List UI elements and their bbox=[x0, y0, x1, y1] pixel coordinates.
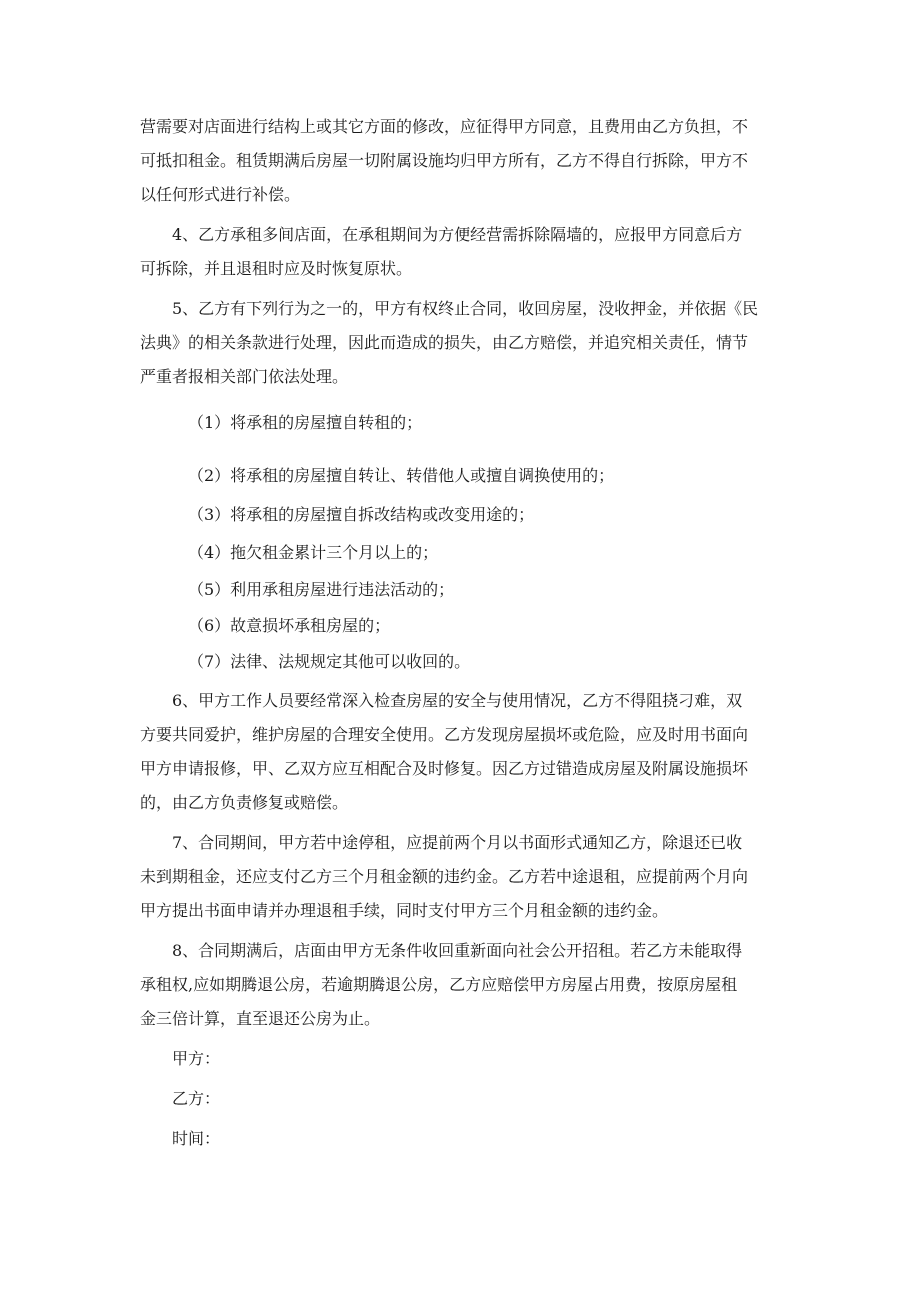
party-a-label: 甲方： bbox=[172, 1049, 221, 1068]
clause-8-line-2: 承租权,应如期腾退公房，若逾期腾退公房，乙方应赔偿甲方房屋占用费，按原房屋租 bbox=[140, 975, 738, 994]
clause-4-line-2: 可拆除，并且退租时应及时恢复原状。 bbox=[140, 259, 413, 278]
clause-4-line-1: 4、乙方承租多间店面，在承租期间为方便经营需拆除隔墙的，应报甲方同意后方 bbox=[172, 225, 743, 244]
clause-6-line-4: 的，由乙方负责修复或赔偿。 bbox=[140, 793, 349, 812]
clause-6-line-1: 6、甲方工作人员要经常深入检查房屋的安全与使用情况，乙方不得阻挠刁难，双 bbox=[172, 691, 743, 710]
clause-7-line-3: 甲方提出书面申请并办理退租手续，同时支付甲方三个月租金额的违约金。 bbox=[140, 901, 669, 920]
clause-5-item-3: （3）将承租的房屋擅自拆改结构或改变用途的； bbox=[188, 505, 535, 524]
clause-7-line-2: 未到期租金，还应支付乙方三个月租金额的违约金。乙方若中途退租，应提前两个月向 bbox=[140, 867, 749, 886]
clause-8-line-1: 8、合同期满后，店面由甲方无条件收回重新面向社会公开招租。若乙方未能取得 bbox=[172, 941, 743, 960]
clause-6-line-3: 甲方申请报修，甲、乙双方应互相配合及时修复。因乙方过错造成房屋及附属设施损坏 bbox=[140, 759, 749, 778]
intro-line-3: 以任何形式进行补偿。 bbox=[140, 185, 301, 204]
clause-8-line-3: 金三倍计算，直至退还公房为止。 bbox=[140, 1009, 381, 1028]
date-label: 时间： bbox=[172, 1129, 221, 1148]
clause-5-line-3: 严重者报相关部门依法处理。 bbox=[140, 367, 349, 386]
clause-5-item-2: （2）将承租的房屋擅自转让、转借他人或擅自调换使用的； bbox=[188, 466, 615, 485]
clause-6-line-2: 方要共同爱护，维护房屋的合理安全使用。乙方发现房屋损坏或危险，应及时用书面向 bbox=[140, 725, 749, 744]
clause-5-item-5: （5）利用承租房屋进行违法活动的； bbox=[188, 580, 455, 599]
clause-5-item-1: （1）将承租的房屋擅自转租的； bbox=[188, 413, 423, 432]
clause-7-line-1: 7、合同期间，甲方若中途停租，应提前两个月以书面形式通知乙方，除退还已收 bbox=[172, 833, 743, 852]
intro-line-2: 可抵扣租金。租赁期满后房屋一切附属设施均归甲方所有，乙方不得自行拆除，甲方不 bbox=[140, 151, 749, 170]
clause-5-item-4: （4）拖欠租金累计三个月以上的； bbox=[188, 543, 439, 562]
party-b-label: 乙方： bbox=[172, 1089, 221, 1108]
clause-5-item-7: （7）法律、法规规定其他可以收回的。 bbox=[188, 652, 471, 671]
clause-5-line-1: 5、乙方有下列行为之一的，甲方有权终止合同，收回房屋，没收押金，并依据《民 bbox=[172, 299, 759, 318]
clause-5-line-2: 法典》的相关条款进行处理，因此而造成的损失，由乙方赔偿，并追究相关责任，情节 bbox=[140, 333, 749, 352]
clause-5-item-6: （6）故意损坏承租房屋的； bbox=[188, 616, 391, 635]
intro-line-1: 营需要对店面进行结构上或其它方面的修改，应征得甲方同意，且费用由乙方负担，不 bbox=[140, 117, 749, 136]
